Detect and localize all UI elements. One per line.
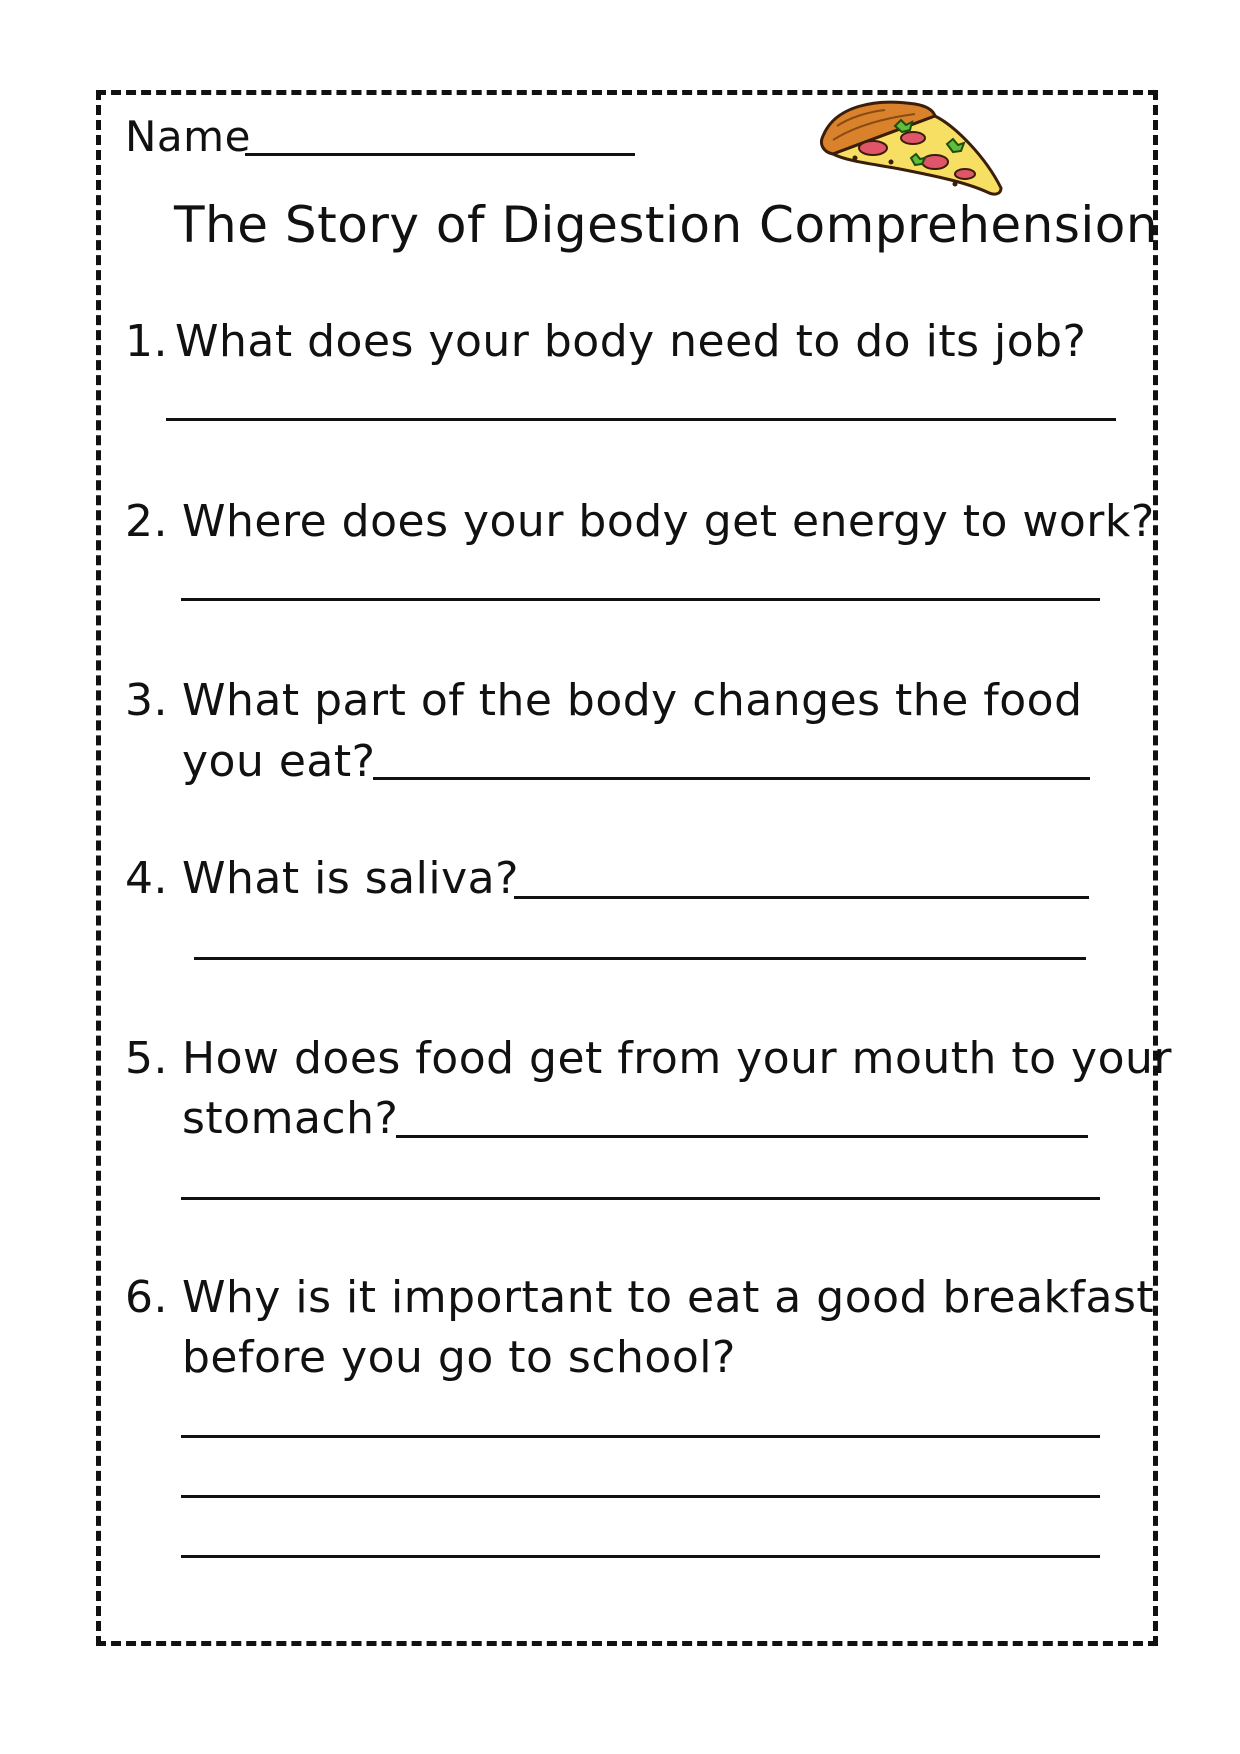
question-6-answer-line-2[interactable] [181,1495,1100,1498]
question-5-number: 5. [125,1033,168,1084]
question-6-answer-line-1[interactable] [181,1435,1100,1438]
question-6-answer-line-3[interactable] [181,1555,1100,1558]
pizza-slice-icon [815,96,1007,198]
question-5-answer-line-2[interactable] [181,1197,1100,1200]
question-4-text: What is saliva? [182,853,519,904]
worksheet-title: The Story of Digestion Comprehension [174,196,1159,254]
question-3-text-line-2: you eat? [182,736,376,787]
question-5-text-line-2: stomach? [182,1093,399,1144]
question-1-text: What does your body need to do its job? [175,316,1087,367]
question-2-number: 2. [125,496,168,547]
question-4-answer-line-1[interactable] [514,896,1089,899]
question-3-answer-line[interactable] [373,777,1090,780]
question-2-text: Where does your body get energy to work? [182,496,1155,547]
question-4-answer-line-2[interactable] [194,957,1086,960]
question-6-number: 6. [125,1272,168,1323]
question-2-answer-line[interactable] [181,598,1100,601]
question-3-text-line-1: What part of the body changes the food [182,675,1083,726]
question-1-answer-line[interactable] [166,418,1116,421]
name-answer-line[interactable] [245,153,635,156]
question-4-number: 4. [125,853,168,904]
name-label: Name [125,112,251,161]
question-5-text-line-1: How does food get from your mouth to your [182,1033,1172,1084]
question-6-text-line-2: before you go to school? [182,1332,736,1383]
question-5-answer-line-1[interactable] [396,1135,1088,1138]
question-6-text-line-1: Why is it important to eat a good breakfast [182,1272,1155,1323]
question-3-number: 3. [125,675,168,726]
question-1-number: 1. [125,316,168,367]
